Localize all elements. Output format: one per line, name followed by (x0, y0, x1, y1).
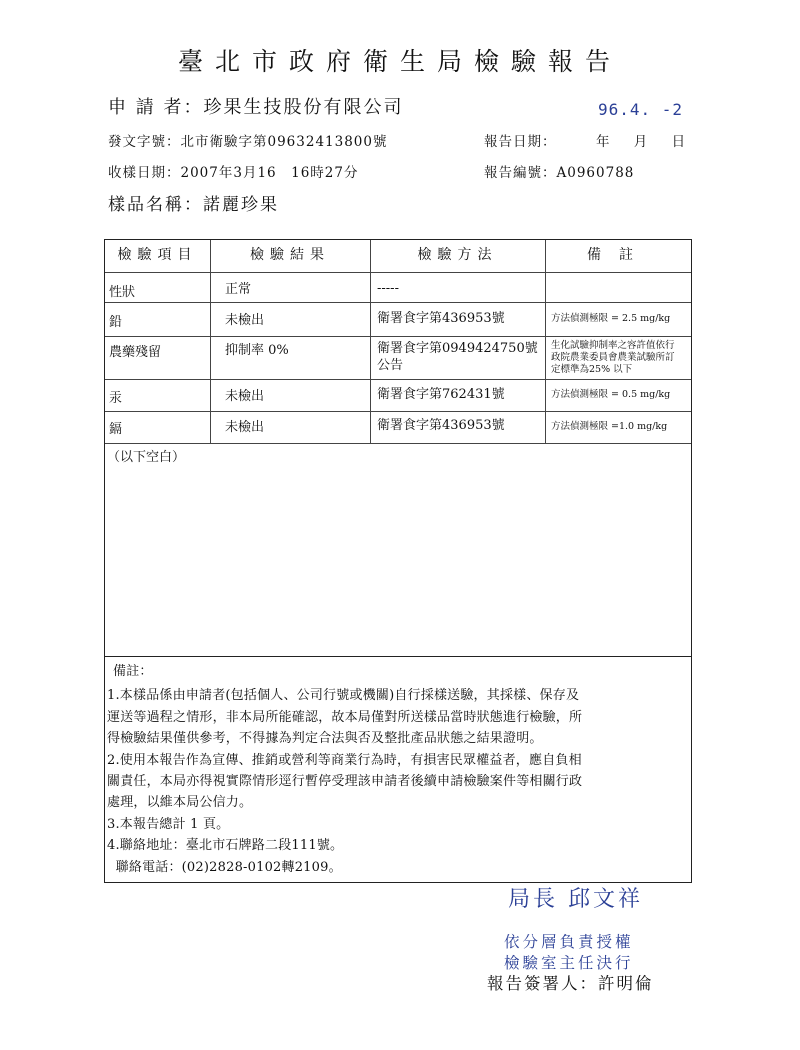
header-item: 檢驗項目 (117, 247, 198, 263)
table-cell-item: 鉛 (109, 315, 123, 330)
received-date: 收樣日期：2007年3月16 16時27分 (108, 165, 359, 181)
notes-section (104, 657, 692, 883)
document-number: 發文字號：北市衛驗字第09632413800號 (108, 134, 388, 150)
note-line: 3.本報告總計 1 頁。 (107, 817, 230, 832)
blank-below-marker: （以下空白） (107, 450, 186, 465)
sample-name: 樣品名稱：諾麗珍果 (108, 195, 279, 215)
header-method: 檢驗方法 (417, 247, 498, 263)
table-cell-note: 生化試驗抑制率之容許值依行 (551, 340, 675, 351)
table-cell-result: 未檢出 (225, 313, 265, 328)
note-line: 2.使用本報告作為宣傳、推銷或營利等商業行為時，有損害民眾權益者，應自負相 (107, 753, 582, 768)
table-cell-note-line2: 政院農業委員會農業試驗所訂 (551, 352, 675, 363)
director-stamp: 局長 邱文祥 (508, 887, 643, 912)
table-cell-result: 未檢出 (225, 389, 265, 404)
table-cell-note: 方法偵測極限 = 2.5 mg/kg (551, 313, 671, 324)
note-line: 運送等過程之情形，非本局所能確認，故本局僅對所送樣品當時狀態進行檢驗，所 (107, 710, 583, 725)
delegation-stamp-line1: 依分層負責授權 (504, 933, 634, 951)
report-title: 臺北市政府衛生局檢驗報告 (177, 47, 622, 76)
table-cell-method: 衛署食字第0949424750號 (377, 341, 538, 356)
table-rule (105, 443, 691, 444)
table-cell-note-line3: 定標準為25% 以下 (551, 364, 633, 375)
header-result: 檢驗結果 (250, 247, 330, 263)
report-signer: 報告簽署人：許明倫 (487, 974, 654, 993)
note-line: 4.聯絡地址：臺北市石牌路二段111號。 (107, 838, 344, 853)
report-date-label: 報告日期： (484, 134, 557, 150)
applicant: 申 請 者：珍果生技股份有限公司 (108, 97, 404, 118)
header-note: 備註 (587, 247, 651, 263)
report-number: 報告編號：A0960788 (484, 165, 635, 181)
table-cell-result: 抑制率 0% (225, 343, 289, 358)
table-rule (370, 240, 371, 443)
table-rule (105, 272, 691, 273)
note-line: 1.本樣品係由申請者(包括個人、公司行號或機關)自行採樣送驗，其採樣、保存及 (107, 688, 580, 703)
table-cell-method-line2: 公告 (377, 358, 404, 373)
note-line: 得檢驗結果僅供參考，不得據為判定合法與否及整批產品狀態之結果證明。 (107, 731, 543, 746)
table-rule (105, 379, 691, 380)
table-cell-item: 農藥殘留 (109, 345, 162, 360)
notes-heading: 備註： (113, 664, 153, 679)
note-line: 聯絡電話：(02)2828-0102轉2109。 (107, 860, 342, 875)
table-cell-method: 衛署食字第762431號 (377, 387, 505, 402)
table-rule (105, 336, 691, 337)
table-rule (105, 302, 691, 303)
results-table (104, 239, 692, 657)
table-cell-result: 未檢出 (225, 420, 265, 435)
table-cell-note: 方法偵測極限 =1.0 mg/kg (551, 421, 668, 432)
table-cell-method: 衛署食字第436953號 (377, 311, 505, 326)
delegation-stamp-line2: 檢驗室主任決行 (504, 954, 634, 972)
table-cell-item: 性狀 (109, 285, 136, 300)
table-cell-result: 正常 (225, 282, 252, 297)
table-rule (105, 411, 691, 412)
table-rule (210, 240, 211, 443)
table-cell-method: 衛署食字第436953號 (377, 418, 505, 433)
table-rule (545, 240, 546, 443)
table-cell-item: 汞 (109, 391, 123, 406)
report-date-value: 年 月 日 (596, 134, 687, 150)
table-cell-method: ----- (377, 281, 399, 296)
table-cell-note: 方法偵測極限 = 0.5 mg/kg (551, 389, 671, 400)
note-line: 關責任，本局亦得視實際情形逕行暫停受理該申請者後續申請檢驗案件等相關行政 (107, 774, 583, 789)
date-stamp: 96.4. -2 (598, 100, 684, 119)
note-line: 處理，以維本局公信力。 (107, 795, 253, 810)
table-cell-item: 鎘 (109, 422, 123, 437)
